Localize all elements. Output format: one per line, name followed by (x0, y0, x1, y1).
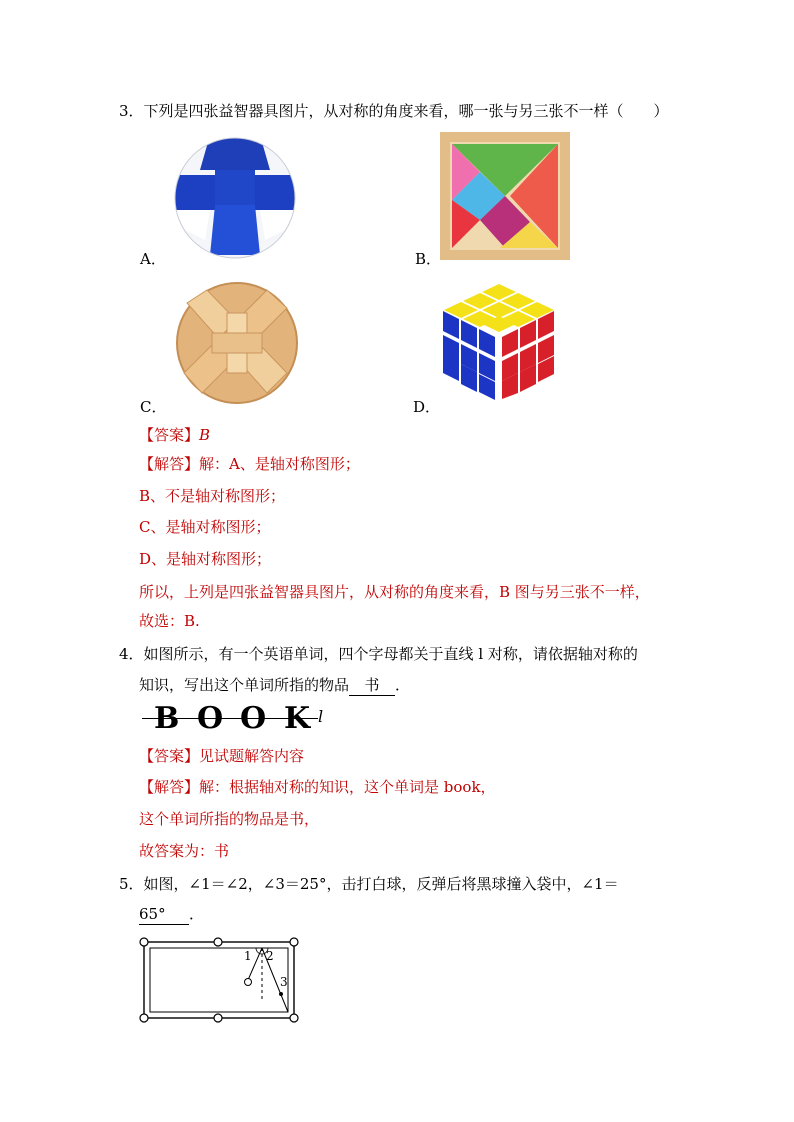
q5-pocket-top-middle (214, 938, 222, 946)
q3-explain-line-3: C、是轴对称图形； (139, 518, 271, 536)
q5-pocket-top-left (140, 938, 148, 946)
q3-figure-d-rubik-cube (438, 278, 560, 406)
q4-explain-tag: 【解答】 (139, 778, 200, 796)
q5-white-ball (245, 979, 252, 986)
q5-pocket-bottom-middle (214, 1014, 222, 1022)
q4-letter-o1: O (197, 701, 224, 736)
q3-explain-line-2: B、不是轴对称图形； (139, 487, 286, 505)
q4-stem-end: ． (395, 676, 411, 694)
q4-explain-line-1 (139, 777, 496, 797)
q4-answer-blank: 书 (349, 675, 395, 696)
q4-answer (139, 746, 304, 766)
q3-option-c-label: C． (140, 398, 167, 416)
q3-explain-text-1: 解：A、是轴对称图形； (199, 455, 360, 473)
q4-stem-line-2 (139, 675, 410, 696)
q4-letter-k: K (284, 701, 311, 736)
q3-figure-b-tangram (440, 132, 570, 260)
q5-angle-1-label: 1 (244, 949, 252, 963)
q4-figure-book (142, 700, 342, 736)
q5-stem-end: ． (189, 905, 205, 923)
q3-figure-a-snake-cube (170, 130, 300, 260)
q5-answer-blank: 65° (139, 904, 189, 925)
q4-explain-line-2: 这个单词所指的物品是书， (139, 810, 320, 828)
q4-word-upper-half (142, 700, 318, 736)
q3-figure-c-wood-puzzle (172, 278, 302, 408)
q3-answer-tag: 【答案】 (139, 426, 200, 444)
q5-stem-line-1: 5．如图，∠1＝∠2，∠3＝25°，击打白球，反弹后将黑球撞入袋中，∠1＝ (119, 875, 619, 893)
q3-explain-line-5: 所以，上列是四张益智器具图片，从对称的角度来看，B 图与另三张不一样， (139, 583, 650, 601)
q3-explain-tag: 【解答】 (139, 455, 200, 473)
q4-explain-text-1: 解：根据轴对称的知识，这个单词是 book， (199, 778, 496, 796)
q3-option-b-label: B． (415, 250, 442, 268)
q3-explain-line-4: D、是轴对称图形； (139, 550, 272, 568)
q5-pocket-top-right (290, 938, 298, 946)
q3-answer (139, 425, 210, 445)
q3-option-a-label: A． (140, 250, 166, 268)
q4-answer-value: 见试题解答内容 (199, 747, 305, 765)
q5-pocket-bottom-right (290, 1014, 298, 1022)
q5-pocket-bottom-left (140, 1014, 148, 1022)
q5-figure-billiard-table (136, 934, 302, 1026)
q3-option-d-label: D． (413, 398, 441, 416)
q4-stem-text: 知识，写出这个单词所指的物品 (139, 676, 350, 694)
q4-letter-b: B (154, 701, 180, 736)
q4-explain-line-3: 故答案为：书 (139, 842, 230, 860)
q5-stem-line-2 (139, 904, 204, 925)
q3-answer-value: B (199, 426, 211, 444)
q4-stem-line-1: 4．如图所示，有一个英语单词，四个字母都关于直线 l 对称，请依据轴对称的 (119, 645, 638, 663)
q4-letter-o2: O (240, 701, 267, 736)
q3-explain-line-6: 故选：B. (139, 612, 200, 630)
q3-stem: 3．下列是四张益智器具图片，从对称的角度来看，哪一张与另三张不一样（ ） (119, 102, 669, 120)
q5-angle-2-label: 2 (266, 949, 274, 963)
q5-black-ball (279, 992, 283, 996)
q5-angle-3-label: 3 (280, 975, 288, 989)
q4-answer-tag: 【答案】 (139, 747, 200, 765)
q3-explain-line-1 (139, 454, 360, 474)
q4-line-label: l (318, 707, 324, 726)
